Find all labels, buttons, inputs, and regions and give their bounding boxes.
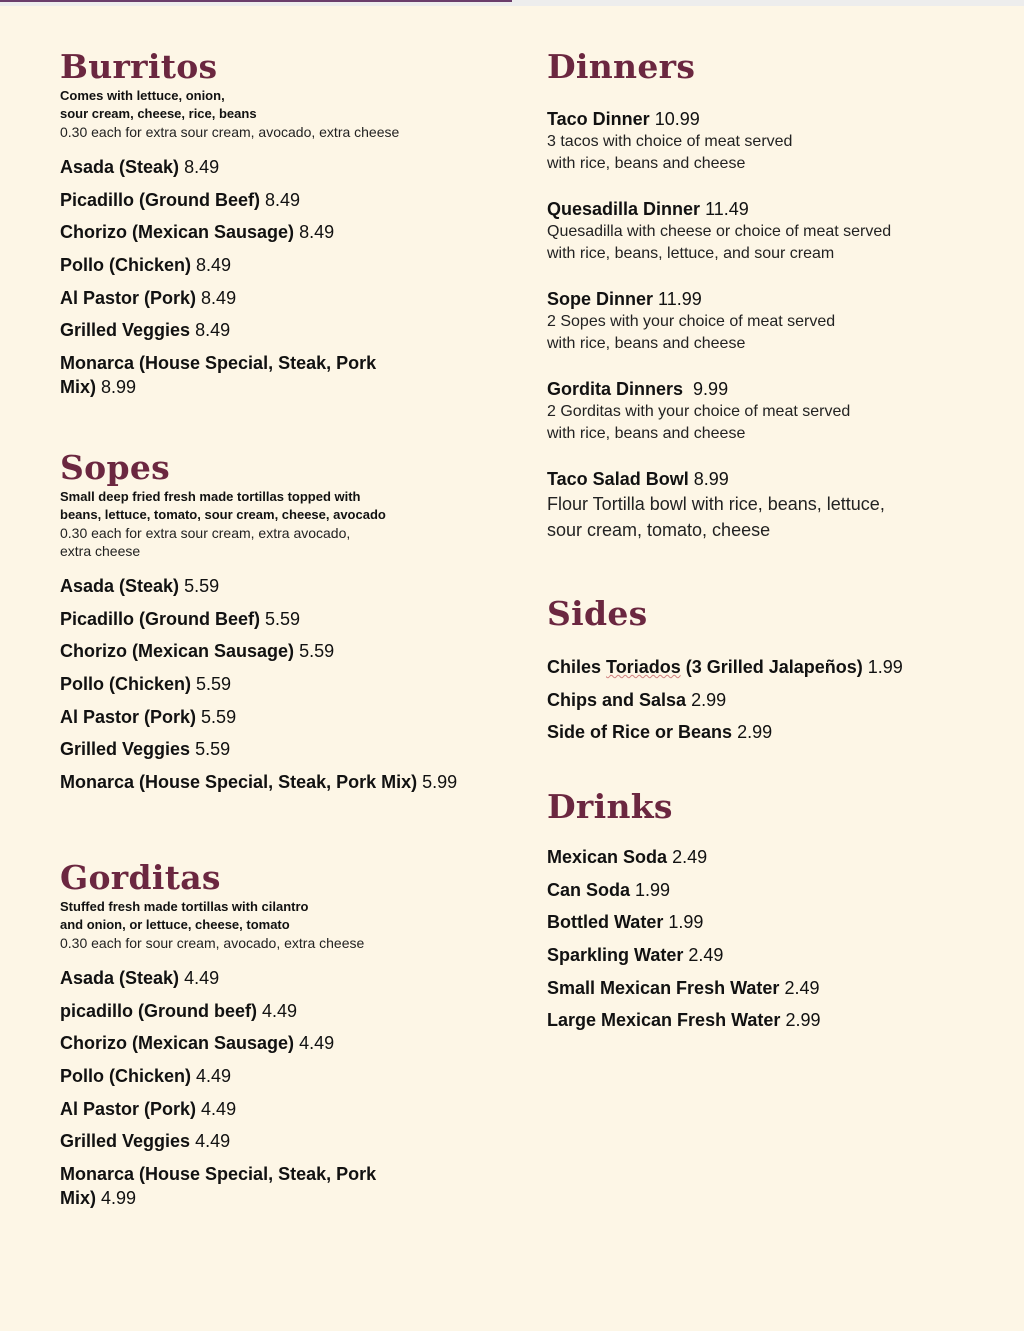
item-price: 11.99 xyxy=(658,289,702,309)
menu-item xyxy=(60,1097,380,1121)
section-title: Sopes xyxy=(60,448,170,487)
item-name: Large Mexican Fresh Water xyxy=(547,1010,781,1031)
item-name: Side of Rice or Beans xyxy=(547,722,733,743)
item-desc: with rice, beans and cheese xyxy=(547,425,746,442)
item-price: 5.59 xyxy=(299,641,335,662)
menu-item xyxy=(60,607,470,631)
item-price: 9.99 xyxy=(693,379,729,399)
section-title: Drinks xyxy=(547,787,673,826)
dinner-item xyxy=(547,287,987,355)
item-price: 4.49 xyxy=(201,1098,237,1119)
item-price: 1.99 xyxy=(867,657,903,677)
menu-item xyxy=(547,1008,987,1032)
item-price: 8.49 xyxy=(195,320,231,341)
item-name: Mexican Soda xyxy=(547,847,668,867)
item-name: picadillo (Ground beef) xyxy=(60,1000,257,1021)
item-price: 5.99 xyxy=(422,772,458,793)
item-name: Sope Dinner xyxy=(547,289,654,309)
item-name: Can Soda xyxy=(547,879,631,900)
menu-item xyxy=(60,220,380,244)
dinner-item xyxy=(547,197,987,265)
section-gorditas xyxy=(60,858,500,1219)
menu-item xyxy=(547,910,987,934)
section-title: Gorditas xyxy=(60,858,221,897)
item-name: Monarca (House Special, Steak, Pork Mix) xyxy=(60,1164,377,1209)
item-desc: with rice, beans and cheese xyxy=(547,335,746,352)
menu-item xyxy=(60,1031,380,1055)
item-price: 5.59 xyxy=(201,706,237,727)
menu-item xyxy=(60,737,470,761)
menu-item xyxy=(60,318,380,342)
item-price: 2.99 xyxy=(785,1010,821,1031)
page-progress-fill xyxy=(0,0,512,2)
item-price: 1.99 xyxy=(635,879,671,900)
item-desc: sour cream, tomato, cheese xyxy=(547,520,771,540)
item-price: 8.99 xyxy=(693,469,729,489)
menu-item xyxy=(60,574,470,598)
item-price: 2.49 xyxy=(688,945,724,966)
menu-item xyxy=(60,286,380,310)
item-desc: with rice, beans and cheese xyxy=(547,155,746,172)
section-desc: sour cream, cheese, rice, beans xyxy=(60,106,257,121)
section-sopes xyxy=(60,448,500,803)
item-name: Grilled Veggies xyxy=(60,739,191,760)
section-title: Dinners xyxy=(547,47,696,86)
item-name: Al Pastor (Pork) xyxy=(60,706,197,727)
section-desc: and onion, or lettuce, cheese, tomato xyxy=(60,917,290,932)
item-name: Pollo (Chicken) xyxy=(60,255,192,276)
item-name: Picadillo (Ground Beef) xyxy=(60,608,261,629)
item-price: 4.49 xyxy=(262,1000,298,1021)
menu-item xyxy=(60,1064,380,1088)
section-title: Burritos xyxy=(60,47,218,86)
menu-item xyxy=(547,655,987,679)
section-extra: 0.30 each for sour cream, avocado, extra cheese xyxy=(60,935,365,951)
item-price: 8.49 xyxy=(201,287,237,308)
item-price: 8.49 xyxy=(265,189,301,210)
menu-item xyxy=(60,770,470,794)
item-price: 2.49 xyxy=(784,977,820,998)
item-name: Al Pastor (Pork) xyxy=(60,287,197,308)
item-name: Pollo (Chicken) xyxy=(60,674,192,695)
item-name: Asada (Steak) xyxy=(60,157,180,177)
item-desc: Quesadilla with cheese or choice of meat served xyxy=(547,223,892,240)
item-price: 5.59 xyxy=(265,608,301,629)
menu-item xyxy=(547,720,987,744)
item-name: Grilled Veggies xyxy=(60,1131,191,1152)
item-desc: 3 tacos with choice of meat served xyxy=(547,133,793,150)
section-extra: extra cheese xyxy=(60,543,141,559)
section-dinners xyxy=(547,47,987,565)
section-burritos xyxy=(60,47,500,408)
menu-item xyxy=(60,999,380,1023)
item-name: Sparkling Water xyxy=(547,945,684,966)
item-name: Chorizo (Mexican Sausage) xyxy=(60,1033,295,1054)
menu-item xyxy=(60,966,380,990)
item-name: Small Mexican Fresh Water xyxy=(547,977,780,998)
item-desc: Flour Tortilla bowl with rice, beans, lettuce, xyxy=(547,494,885,514)
section-desc: Small deep fried fresh made tortillas topped with xyxy=(60,489,361,504)
item-price: 2.99 xyxy=(737,722,773,743)
item-price: 11.49 xyxy=(705,199,749,219)
dinner-item xyxy=(547,377,987,445)
section-drinks xyxy=(547,787,987,1041)
section-desc: Stuffed fresh made tortillas with cilantro xyxy=(60,899,309,914)
menu-item xyxy=(60,639,470,663)
section-desc: Comes with lettuce, onion, xyxy=(60,88,225,103)
item-name: (3 Grilled Jalapeños) xyxy=(680,657,863,677)
menu-item xyxy=(60,253,380,277)
menu-item xyxy=(547,845,987,869)
item-desc: 2 Gorditas with your choice of meat served xyxy=(547,403,851,420)
item-price: 5.59 xyxy=(195,739,231,760)
item-price: 8.49 xyxy=(299,222,335,243)
menu-item xyxy=(547,688,987,712)
item-price: 4.49 xyxy=(196,1066,232,1087)
item-price: 4.49 xyxy=(184,968,220,988)
menu-item xyxy=(60,705,470,729)
item-name: Bottled Water xyxy=(547,912,664,933)
menu-item xyxy=(60,1162,380,1210)
item-name: Taco Salad Bowl xyxy=(547,469,689,489)
item-name: Quesadilla Dinner xyxy=(547,199,701,219)
menu-item xyxy=(547,976,987,1000)
item-price: 8.99 xyxy=(101,377,137,398)
item-name: Chorizo (Mexican Sausage) xyxy=(60,222,295,243)
item-name: Asada (Steak) xyxy=(60,968,180,988)
item-name: Monarca (House Special, Steak, Pork Mix) xyxy=(60,772,418,793)
item-name: Gordita Dinners xyxy=(547,379,684,399)
dinner-item xyxy=(547,107,987,175)
section-extra: 0.30 each for extra sour cream, extra avocado, xyxy=(60,525,351,541)
item-name: Taco Dinner xyxy=(547,109,650,129)
item-price: 2.99 xyxy=(691,689,727,710)
item-name: Toriados xyxy=(606,657,681,677)
item-name: Al Pastor (Pork) xyxy=(60,1098,197,1119)
item-desc: 2 Sopes with your choice of meat served xyxy=(547,313,836,330)
item-desc: with rice, beans, lettuce, and sour cream xyxy=(547,245,835,262)
menu-item xyxy=(547,943,987,967)
item-name: Chiles xyxy=(547,657,607,677)
section-extra: 0.30 each for extra sour cream, avocado, extra cheese xyxy=(60,124,400,140)
item-name: Pollo (Chicken) xyxy=(60,1066,192,1087)
menu-item xyxy=(547,878,987,902)
menu-item xyxy=(60,155,380,179)
item-price: 4.99 xyxy=(101,1188,137,1209)
item-price: 2.49 xyxy=(672,847,708,867)
menu-item xyxy=(60,672,470,696)
page-progress-bar xyxy=(0,0,1024,6)
item-name: Chips and Salsa xyxy=(547,689,687,710)
menu-item xyxy=(60,351,380,399)
item-name: Grilled Veggies xyxy=(60,320,191,341)
item-name: Asada (Steak) xyxy=(60,576,180,596)
item-price: 5.59 xyxy=(196,674,232,695)
item-name: Chorizo (Mexican Sausage) xyxy=(60,641,295,662)
section-title: Sides xyxy=(547,594,648,633)
section-sides xyxy=(547,594,987,753)
section-desc: beans, lettuce, tomato, sour cream, cheese, avocado xyxy=(60,507,386,522)
item-price: 10.99 xyxy=(654,109,700,129)
item-price: 1.99 xyxy=(668,912,704,933)
item-price: 8.49 xyxy=(184,157,220,177)
menu-item xyxy=(60,1129,380,1153)
item-price: 5.59 xyxy=(184,576,220,596)
item-price: 4.49 xyxy=(299,1033,335,1054)
dinner-item xyxy=(547,467,987,543)
item-name: Picadillo (Ground Beef) xyxy=(60,189,261,210)
item-name: Monarca (House Special, Steak, Pork Mix) xyxy=(60,353,377,398)
item-price: 4.49 xyxy=(195,1131,231,1152)
item-price: 8.49 xyxy=(196,255,232,276)
menu-item xyxy=(60,188,380,212)
